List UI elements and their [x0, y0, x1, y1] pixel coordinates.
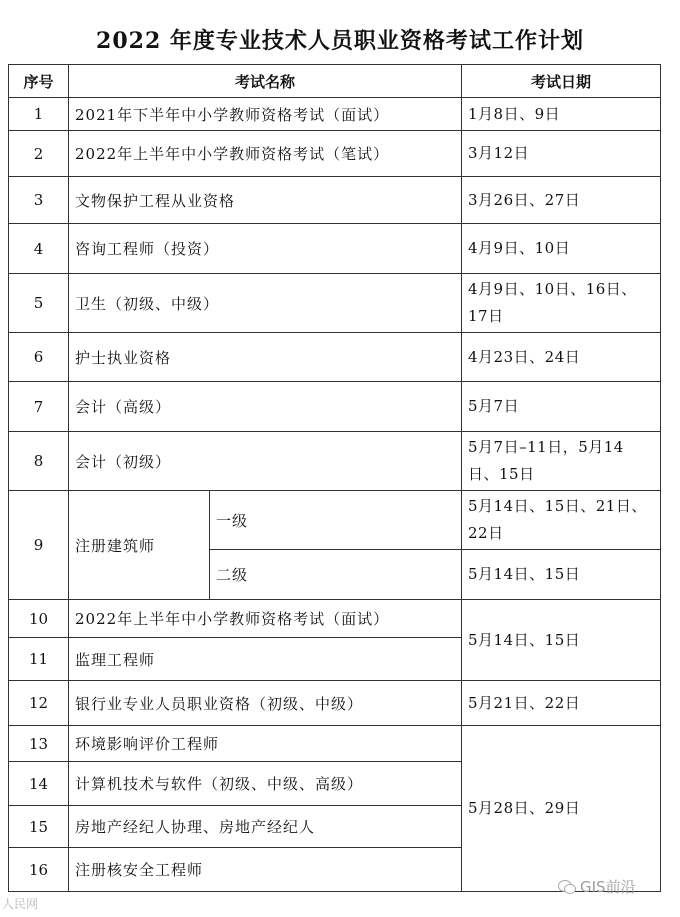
exam-name: 咨询工程师（投资） [69, 224, 462, 274]
exam-name: 计算机技术与软件（初级、中级、高级） [69, 762, 462, 806]
exam-date: 5月21日、22日 [462, 681, 661, 726]
row-no: 7 [9, 382, 69, 432]
table-row [9, 726, 661, 762]
row-no: 5 [9, 274, 69, 333]
exam-name: 2022年上半年中小学教师资格考试（面试） [69, 600, 462, 638]
table-row [9, 131, 661, 177]
row-no: 14 [9, 762, 69, 806]
table-row [9, 224, 661, 274]
header-no: 序号 [9, 65, 69, 98]
exam-name: 环境影响评价工程师 [69, 726, 462, 762]
table-row [9, 274, 661, 333]
exam-name: 文物保护工程从业资格 [69, 177, 462, 224]
watermark-left: 人民网 [2, 897, 39, 911]
table-row [9, 432, 661, 491]
exam-date: 5月7日–11日，5月14日、15日 [462, 432, 661, 491]
exam-date: 4月9日、10日 [462, 224, 661, 274]
table-row [9, 177, 661, 224]
row-no: 4 [9, 224, 69, 274]
row-no: 3 [9, 177, 69, 224]
exam-date: 3月26日、27日 [462, 177, 661, 224]
row-no: 10 [9, 600, 69, 638]
exam-name: 银行业专业人员职业资格（初级、中级） [69, 681, 462, 726]
row-no: 13 [9, 726, 69, 762]
exam-name: 护士执业资格 [69, 333, 462, 382]
row-no: 15 [9, 806, 69, 848]
watermark-right [558, 876, 636, 897]
exam-name: 房地产经纪人协理、房地产经纪人 [69, 806, 462, 848]
exam-date: 5月7日 [462, 382, 661, 432]
exam-name: 卫生（初级、中级） [69, 274, 462, 333]
row-no: 9 [9, 491, 69, 600]
wechat-icon [558, 880, 576, 894]
exam-name: 监理工程师 [69, 638, 462, 681]
table-row [9, 98, 661, 131]
table-row [9, 491, 661, 550]
exam-name: 注册核安全工程师 [69, 848, 462, 892]
exam-level: 二级 [210, 550, 462, 600]
exam-name: 会计（高级） [69, 382, 462, 432]
exam-date: 4月9日、10日、16日、17日 [462, 274, 661, 333]
header-name: 考试名称 [69, 65, 462, 98]
exam-date-merged: 5月14日、15日 [462, 600, 661, 681]
row-no: 12 [9, 681, 69, 726]
exam-date: 4月23日、24日 [462, 333, 661, 382]
row-no: 2 [9, 131, 69, 177]
table-row [9, 681, 661, 726]
exam-date-merged: 5月28日、29日 [462, 726, 661, 892]
table-row [9, 333, 661, 382]
table-header-row [9, 65, 661, 98]
table-row [9, 382, 661, 432]
row-no: 8 [9, 432, 69, 491]
table-row [9, 600, 661, 638]
exam-date: 5月14日、15日、21日、22日 [462, 491, 661, 550]
exam-name: 2022年上半年中小学教师资格考试（笔试） [69, 131, 462, 177]
exam-schedule-table [8, 64, 661, 892]
row-no: 6 [9, 333, 69, 382]
exam-name: 2021年下半年中小学教师资格考试（面试） [69, 98, 462, 131]
row-no: 11 [9, 638, 69, 681]
row-no: 16 [9, 848, 69, 892]
exam-name: 注册建筑师 [69, 491, 210, 600]
exam-date: 3月12日 [462, 131, 661, 177]
page-title: 2022 年度专业技术人员职业资格考试工作计划 [96, 28, 584, 54]
watermark-right-text: GIS前沿 [580, 878, 636, 896]
exam-date: 1月8日、9日 [462, 98, 661, 131]
exam-date: 5月14日、15日 [462, 550, 661, 600]
exam-level: 一级 [210, 491, 462, 550]
header-date: 考试日期 [462, 65, 661, 98]
exam-name: 会计（初级） [69, 432, 462, 491]
row-no: 1 [9, 98, 69, 131]
